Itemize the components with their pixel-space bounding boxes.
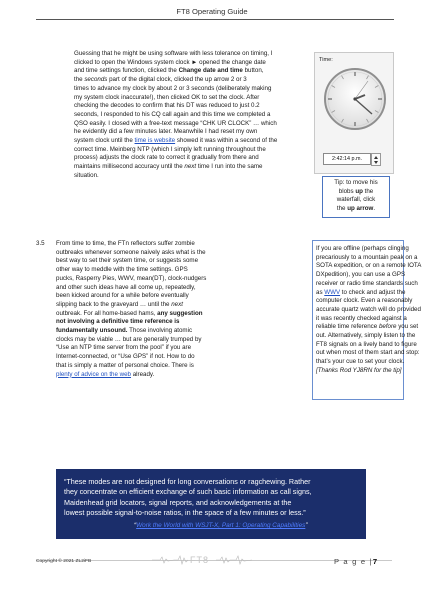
para-line: checking the decodes to confirm that his DT was reduced to just 0.2 [74, 102, 260, 110]
section-paragraph: From time to time, the FTn reflectors suffer zombie outbreaks whenever someone naively asks what is the best way to set their system time, or suggests some other way to meddle with the time settings. GPS pucks, Rasperry Pies, WWV, mean(DT), clock-nudgers and other such ideas have all come up, repeatedly, been kicked around for a while before eventually slipping back to the graveyard … until the next outbreak. For all home-based hams, any suggestion not involving a definitive time reference is fundamentally unsound. Those involving atomic clocks may be viable … but are generally trumped by “Use an NTP time server from the pool” if you are Internet-connected, or “Use GPS” if not. How to do that is simply a matter of personal choice. There is plenty of advice on the web already. [56, 240, 207, 378]
wwv-link[interactable]: WWV [324, 288, 341, 296]
page-number: 7 [372, 557, 379, 566]
para-line: the seconds part of the digital clock, clicked the up arrow 2 or 3 [74, 76, 247, 84]
para-line: seconds, I responded to his CQ call again and this time we completed a [74, 110, 271, 118]
clock-label: Time: [319, 57, 333, 63]
clock-time-readout[interactable]: 2:42:14 p.m. [323, 153, 371, 165]
para-line: Guessing that he might be using software with less tolerance on timing, I [74, 50, 273, 57]
copyright-text: Copyright © 2021 ZL2iFB [36, 559, 92, 564]
para-line: correct time. Meinberg NTP (which I simply left running throughout the [74, 145, 266, 153]
header-rule [36, 19, 394, 20]
quote-box [56, 469, 366, 539]
page-header-title: FT8 Operating Guide [176, 7, 248, 16]
change-date-time-button-name: Change date and time [178, 67, 243, 75]
section-number: 3.5 [36, 240, 45, 247]
clock-widget [314, 52, 394, 174]
quote-source-link[interactable]: Work the World with WSJT-X, Part 1: Operating Capabilities [136, 522, 306, 529]
body-paragraph [74, 50, 312, 181]
page-indicator: P a g e |7 [334, 557, 379, 566]
tip-box: Tip: to move his blobs up the waterfall, click the up arrow. [322, 176, 390, 218]
para-line: system clock until the time is website showed it was within a second of the [74, 137, 278, 145]
para-line: QSO easily. I closed with a free-text message “CHK UR CLOCK” … which [74, 119, 277, 127]
analog-clock-icon [323, 67, 387, 131]
up-arrow-icon[interactable] [374, 156, 378, 159]
para-line: process) adjusts the clock rate to correct it gradually from there and [74, 154, 259, 162]
para-line: times to advance my clock by about 2 or 3 seconds (deliberately making [74, 84, 272, 92]
quote-source: “Work the World with WSJT-X, Part 1: Operating Capabilities” [134, 522, 308, 529]
offline-tip-box [312, 240, 422, 400]
para-line: clicked to open the Windows system clock ► opened the change date [74, 58, 266, 66]
ft8-waveform-logo [152, 553, 252, 567]
para-line: my system clock inaccurate!), then clicked OK to set the clock. After [74, 93, 260, 101]
advice-on-web-link[interactable]: plenty of advice on the web [56, 370, 131, 378]
para-line: situation. [74, 171, 99, 179]
quote-text: “These modes are not designed for long conversations or ragchewing. Rather they concentrate on efficient exchange of such basic information as call signs, Maidenhead grid locators, signal reports, and acknowledgements at the lowest possible signal-to-noise ratios, in the space of a few minutes or less.” [64, 477, 312, 517]
time-is-website-link[interactable]: time is website [134, 137, 176, 145]
para-line: and time settings function, clicked the Change date and time button, [74, 67, 264, 75]
down-arrow-icon[interactable] [374, 161, 378, 164]
para-line: he evidently did a few minutes later. Meanwhile I had reset my own [74, 128, 258, 136]
arrow-icon: ► [191, 58, 198, 66]
clock-spinner[interactable] [371, 153, 381, 166]
logo-text: FT8 [190, 555, 210, 565]
para-line: maintains millisecond accuracy until the next time I run into the same [74, 163, 263, 171]
offline-tip-text: If you are offline (perhaps clinging precariously to a mountain peak on a SOTA expedition, or on a remote IOTA DXpedition), you can use a GPS receiver or radio time standards such as WWV to check and adjust the computer clock. Even a reasonably accurate quartz watch will do provided it was recently checked against a reliable time reference before you set out. Alternatively, simply listen to the FT8 signals on a lively band to figure out when most of them start and stop: that’s your cue to set your clock. [Thanks Rod YJ8RN for the tip] [316, 245, 422, 374]
